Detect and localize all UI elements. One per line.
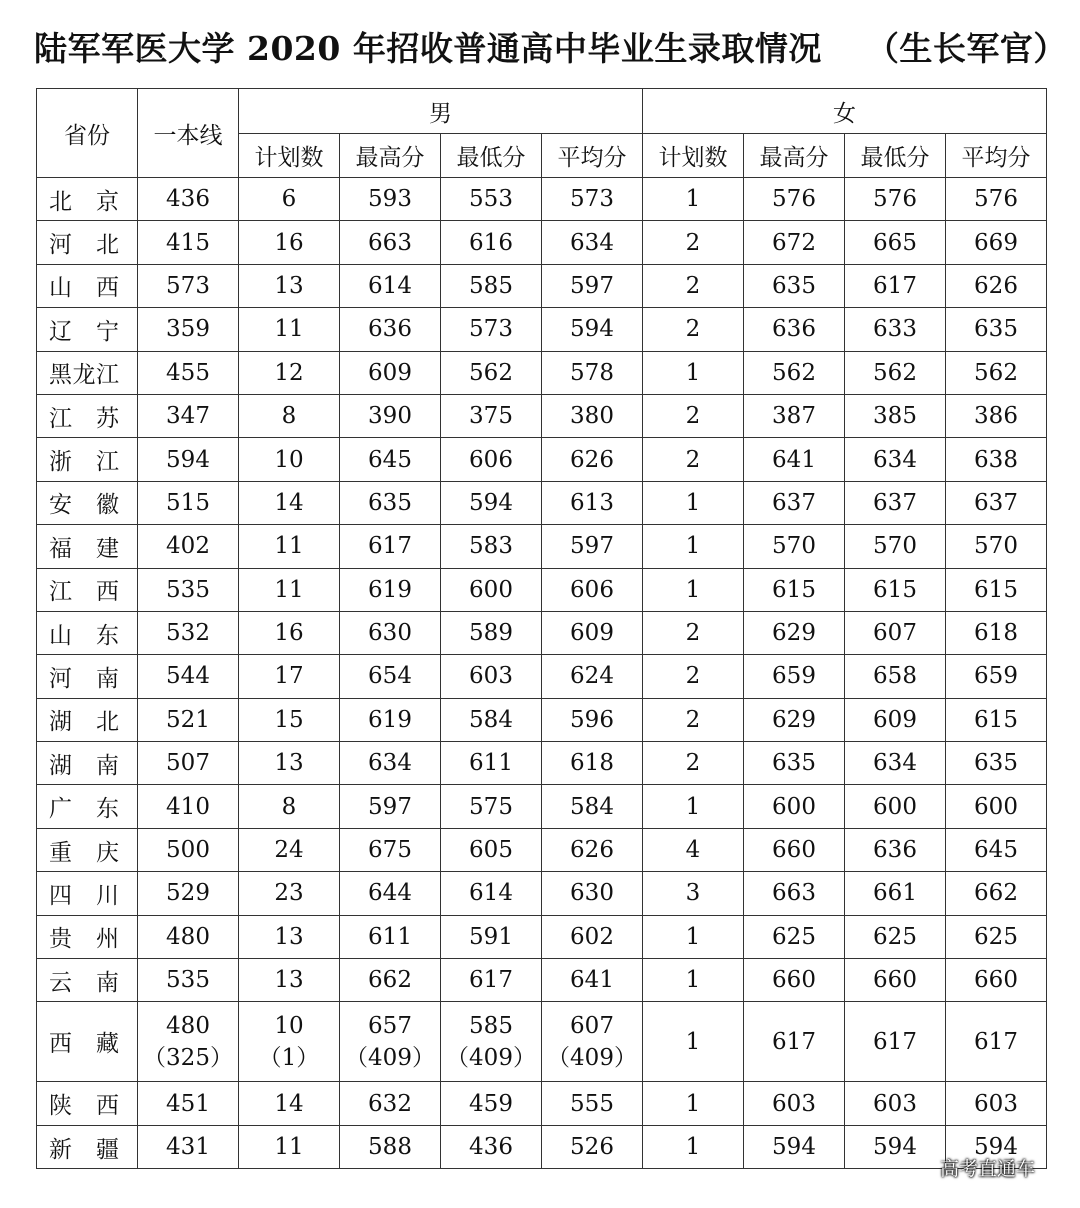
cell-male-min: 617 — [441, 959, 542, 1002]
cell-male-plan — [239, 1002, 340, 1082]
cell-female-plan: 2 — [643, 264, 744, 307]
cell-male-avg: 609 — [542, 611, 643, 654]
header-cutoff: 一本线 — [138, 89, 239, 178]
cell-cutoff: 431 — [138, 1125, 239, 1168]
cell-male-plan: 13 — [239, 742, 340, 785]
cell-male-avg: 380 — [542, 394, 643, 437]
table-row — [37, 915, 1047, 958]
table-row — [37, 1082, 1047, 1125]
cell-female-min: 633 — [845, 308, 946, 351]
cell-province: 黑龙江 — [37, 351, 138, 394]
header-female: 女 — [643, 89, 1047, 134]
cell-male-avg — [542, 1002, 643, 1082]
cell-value-sub: （409） — [547, 1044, 637, 1071]
cell-male-max: 634 — [340, 742, 441, 785]
cell-male-max: 597 — [340, 785, 441, 828]
cell-female-min: 385 — [845, 394, 946, 437]
cell-cutoff: 415 — [138, 221, 239, 264]
cell-male-min: 605 — [441, 828, 542, 871]
cell-value: 657 — [368, 1012, 412, 1039]
cell-male-min: 459 — [441, 1082, 542, 1125]
cell-province: 重 庆 — [37, 828, 138, 871]
cell-male-min: 611 — [441, 742, 542, 785]
cell-province: 辽 宁 — [37, 308, 138, 351]
cell-male-max: 390 — [340, 394, 441, 437]
table-row — [37, 525, 1047, 568]
cell-female-max: 663 — [744, 872, 845, 915]
cell-male-min: 616 — [441, 221, 542, 264]
cell-cutoff: 455 — [138, 351, 239, 394]
cell-province: 贵 州 — [37, 915, 138, 958]
cell-cutoff: 515 — [138, 481, 239, 524]
cell-female-avg: 600 — [946, 785, 1047, 828]
title-main: 陆军军医大学 2020 年招收普通高中毕业生录取情况 — [34, 28, 822, 68]
cell-male-plan: 6 — [239, 178, 340, 221]
cell-female-avg: 603 — [946, 1082, 1047, 1125]
cell-cutoff: 521 — [138, 698, 239, 741]
cell-female-min: 661 — [845, 872, 946, 915]
cell-male-max — [340, 1002, 441, 1082]
cell-male-avg: 573 — [542, 178, 643, 221]
cell-female-plan: 1 — [643, 1002, 744, 1082]
cell-male-plan: 8 — [239, 785, 340, 828]
cell-female-plan: 1 — [643, 481, 744, 524]
cell-male-plan: 11 — [239, 525, 340, 568]
cell-female-plan: 1 — [643, 568, 744, 611]
cell-male-plan: 11 — [239, 1125, 340, 1168]
table-body — [37, 178, 1047, 1169]
cell-male-max: 617 — [340, 525, 441, 568]
cell-female-min: 617 — [845, 264, 946, 307]
cell-male-min: 603 — [441, 655, 542, 698]
cell-female-min: 603 — [845, 1082, 946, 1125]
cell-cutoff: 594 — [138, 438, 239, 481]
cell-female-max: 617 — [744, 1002, 845, 1082]
cell-value-sub: （409） — [446, 1044, 536, 1071]
cell-male-min: 562 — [441, 351, 542, 394]
cell-male-max: 662 — [340, 959, 441, 1002]
cell-male-avg: 618 — [542, 742, 643, 785]
cell-female-max: 625 — [744, 915, 845, 958]
table-row — [37, 394, 1047, 437]
cell-value-sub: （325） — [143, 1044, 233, 1071]
cell-female-min: 570 — [845, 525, 946, 568]
cell-female-avg: 626 — [946, 264, 1047, 307]
cell-province: 四 川 — [37, 872, 138, 915]
cell-cutoff: 347 — [138, 394, 239, 437]
cell-female-max: 672 — [744, 221, 845, 264]
cell-male-avg: 634 — [542, 221, 643, 264]
cell-female-min: 660 — [845, 959, 946, 1002]
cell-male-plan: 12 — [239, 351, 340, 394]
cell-male-plan: 10 — [239, 438, 340, 481]
cell-cutoff: 451 — [138, 1082, 239, 1125]
cell-province: 河 南 — [37, 655, 138, 698]
cell-male-plan: 16 — [239, 221, 340, 264]
table-row — [37, 264, 1047, 307]
cell-male-max: 630 — [340, 611, 441, 654]
cell-province: 云 南 — [37, 959, 138, 1002]
cell-female-min: 594 — [845, 1125, 946, 1168]
cell-province: 山 东 — [37, 611, 138, 654]
header-male: 男 — [239, 89, 643, 134]
cell-female-avg: 660 — [946, 959, 1047, 1002]
cell-male-avg: 606 — [542, 568, 643, 611]
cell-male-max: 609 — [340, 351, 441, 394]
cell-male-plan: 13 — [239, 915, 340, 958]
cell-male-avg: 596 — [542, 698, 643, 741]
cell-female-avg: 615 — [946, 698, 1047, 741]
table-row — [37, 742, 1047, 785]
cell-female-max: 629 — [744, 611, 845, 654]
table-row — [37, 872, 1047, 915]
cell-female-avg: 638 — [946, 438, 1047, 481]
cell-female-max: 576 — [744, 178, 845, 221]
cell-female-plan: 2 — [643, 394, 744, 437]
cell-male-min: 584 — [441, 698, 542, 741]
cell-male-min: 589 — [441, 611, 542, 654]
cell-female-min: 634 — [845, 438, 946, 481]
table-row — [37, 221, 1047, 264]
cell-female-plan: 2 — [643, 438, 744, 481]
cell-female-avg: 637 — [946, 481, 1047, 524]
table-row — [37, 698, 1047, 741]
cell-cutoff: 507 — [138, 742, 239, 785]
cell-male-min: 375 — [441, 394, 542, 437]
cell-female-plan: 1 — [643, 1082, 744, 1125]
cell-male-plan: 17 — [239, 655, 340, 698]
table-row — [37, 785, 1047, 828]
table-row — [37, 959, 1047, 1002]
cell-male-min — [441, 1002, 542, 1082]
cell-female-max: 660 — [744, 828, 845, 871]
cell-female-max: 600 — [744, 785, 845, 828]
cell-province: 陕 西 — [37, 1082, 138, 1125]
cell-female-avg: 386 — [946, 394, 1047, 437]
cell-province: 江 西 — [37, 568, 138, 611]
cell-female-plan: 1 — [643, 785, 744, 828]
table-row — [37, 308, 1047, 351]
cell-female-avg: 669 — [946, 221, 1047, 264]
cell-male-min: 606 — [441, 438, 542, 481]
table-row — [37, 655, 1047, 698]
cell-female-plan: 3 — [643, 872, 744, 915]
cell-male-max: 619 — [340, 698, 441, 741]
cell-female-min: 609 — [845, 698, 946, 741]
title-sub: （生长军官） — [865, 28, 1067, 68]
cell-male-plan: 23 — [239, 872, 340, 915]
cell-female-plan: 1 — [643, 351, 744, 394]
cell-male-min: 585 — [441, 264, 542, 307]
cell-province: 湖 南 — [37, 742, 138, 785]
cell-female-max: 562 — [744, 351, 845, 394]
cell-female-min: 607 — [845, 611, 946, 654]
cell-female-avg: 662 — [946, 872, 1047, 915]
cell-province: 福 建 — [37, 525, 138, 568]
cell-female-avg: 562 — [946, 351, 1047, 394]
header-male-min: 最低分 — [441, 134, 542, 178]
header-male-avg: 平均分 — [542, 134, 643, 178]
cell-cutoff: 480 — [138, 915, 239, 958]
cell-female-plan: 2 — [643, 698, 744, 741]
cell-female-avg: 645 — [946, 828, 1047, 871]
header-row-1 — [37, 89, 1047, 134]
cell-cutoff: 410 — [138, 785, 239, 828]
cell-value-sub: （1） — [258, 1044, 320, 1071]
cell-female-avg: 635 — [946, 308, 1047, 351]
cell-male-avg: 597 — [542, 525, 643, 568]
cell-male-avg: 594 — [542, 308, 643, 351]
cell-male-avg: 624 — [542, 655, 643, 698]
cell-female-plan: 2 — [643, 655, 744, 698]
cell-cutoff — [138, 1002, 239, 1082]
cell-male-max: 619 — [340, 568, 441, 611]
cell-female-min: 617 — [845, 1002, 946, 1082]
cell-female-max: 387 — [744, 394, 845, 437]
cell-male-avg: 613 — [542, 481, 643, 524]
table-row — [37, 1125, 1047, 1168]
cell-female-plan: 2 — [643, 742, 744, 785]
cell-male-avg: 584 — [542, 785, 643, 828]
cell-male-max: 636 — [340, 308, 441, 351]
cell-male-min: 573 — [441, 308, 542, 351]
cell-male-max: 614 — [340, 264, 441, 307]
cell-female-avg: 576 — [946, 178, 1047, 221]
cell-male-plan: 14 — [239, 1082, 340, 1125]
cell-female-min: 634 — [845, 742, 946, 785]
cell-female-plan: 1 — [643, 1125, 744, 1168]
cell-cutoff: 532 — [138, 611, 239, 654]
cell-female-avg: 618 — [946, 611, 1047, 654]
cell-male-avg: 578 — [542, 351, 643, 394]
cell-female-min: 658 — [845, 655, 946, 698]
cell-male-avg: 630 — [542, 872, 643, 915]
cell-cutoff: 573 — [138, 264, 239, 307]
cell-male-plan: 14 — [239, 481, 340, 524]
cell-female-min: 665 — [845, 221, 946, 264]
cell-female-plan: 1 — [643, 959, 744, 1002]
cell-female-plan: 2 — [643, 308, 744, 351]
table-row — [37, 828, 1047, 871]
cell-male-avg: 555 — [542, 1082, 643, 1125]
table-row — [37, 481, 1047, 524]
cell-female-max: 635 — [744, 264, 845, 307]
cell-value: 480 — [166, 1012, 210, 1039]
cell-male-max: 654 — [340, 655, 441, 698]
cell-female-max: 637 — [744, 481, 845, 524]
header-female-min: 最低分 — [845, 134, 946, 178]
cell-province: 河 北 — [37, 221, 138, 264]
cell-value: 607 — [570, 1012, 614, 1039]
page-title — [34, 18, 1067, 74]
cell-female-avg: 635 — [946, 742, 1047, 785]
cell-female-min: 615 — [845, 568, 946, 611]
cell-female-min: 636 — [845, 828, 946, 871]
cell-male-plan: 11 — [239, 308, 340, 351]
cell-female-avg: 625 — [946, 915, 1047, 958]
cell-female-avg: 617 — [946, 1002, 1047, 1082]
table-row — [37, 178, 1047, 221]
cell-value: 585 — [469, 1012, 513, 1039]
cell-male-min: 583 — [441, 525, 542, 568]
cell-female-min: 625 — [845, 915, 946, 958]
admission-table — [36, 88, 1047, 1169]
cell-female-max: 594 — [744, 1125, 845, 1168]
cell-female-avg: 570 — [946, 525, 1047, 568]
cell-province: 广 东 — [37, 785, 138, 828]
cell-value: 10 — [274, 1012, 304, 1039]
cell-cutoff: 402 — [138, 525, 239, 568]
cell-cutoff: 544 — [138, 655, 239, 698]
table-row — [37, 351, 1047, 394]
cell-female-max: 603 — [744, 1082, 845, 1125]
cell-female-avg: 594 — [946, 1125, 1047, 1168]
cell-male-plan: 13 — [239, 959, 340, 1002]
cell-province: 山 西 — [37, 264, 138, 307]
header-female-avg: 平均分 — [946, 134, 1047, 178]
cell-male-max: 675 — [340, 828, 441, 871]
cell-province: 湖 北 — [37, 698, 138, 741]
cell-cutoff: 535 — [138, 568, 239, 611]
table-row — [37, 568, 1047, 611]
cell-male-min: 594 — [441, 481, 542, 524]
cell-male-max: 635 — [340, 481, 441, 524]
cell-value-sub: （409） — [345, 1044, 435, 1071]
cell-male-plan: 8 — [239, 394, 340, 437]
cell-male-min: 600 — [441, 568, 542, 611]
cell-male-max: 611 — [340, 915, 441, 958]
cell-cutoff: 436 — [138, 178, 239, 221]
cell-female-avg: 615 — [946, 568, 1047, 611]
header-female-max: 最高分 — [744, 134, 845, 178]
cell-female-avg: 659 — [946, 655, 1047, 698]
cell-cutoff: 359 — [138, 308, 239, 351]
cell-female-min: 576 — [845, 178, 946, 221]
cell-male-max: 632 — [340, 1082, 441, 1125]
watermark: 高考直通车 — [940, 1158, 1036, 1180]
cell-cutoff: 535 — [138, 959, 239, 1002]
cell-female-min: 562 — [845, 351, 946, 394]
cell-male-max: 588 — [340, 1125, 441, 1168]
cell-cutoff: 529 — [138, 872, 239, 915]
cell-female-plan: 4 — [643, 828, 744, 871]
cell-female-max: 570 — [744, 525, 845, 568]
cell-female-plan: 1 — [643, 178, 744, 221]
cell-female-max: 629 — [744, 698, 845, 741]
cell-male-max: 593 — [340, 178, 441, 221]
cell-male-max: 644 — [340, 872, 441, 915]
cell-male-min: 436 — [441, 1125, 542, 1168]
cell-province: 浙 江 — [37, 438, 138, 481]
cell-province: 新 疆 — [37, 1125, 138, 1168]
cell-female-max: 660 — [744, 959, 845, 1002]
cell-male-plan: 11 — [239, 568, 340, 611]
header-female-plan: 计划数 — [643, 134, 744, 178]
cell-male-min: 553 — [441, 178, 542, 221]
cell-male-avg: 626 — [542, 828, 643, 871]
cell-province: 安 徽 — [37, 481, 138, 524]
cell-male-plan: 16 — [239, 611, 340, 654]
table-row-tibet — [37, 1002, 1047, 1082]
cell-male-min: 614 — [441, 872, 542, 915]
cell-province: 北 京 — [37, 178, 138, 221]
cell-female-plan: 2 — [643, 221, 744, 264]
cell-female-max: 641 — [744, 438, 845, 481]
cell-female-max: 635 — [744, 742, 845, 785]
cell-female-max: 615 — [744, 568, 845, 611]
table-row — [37, 438, 1047, 481]
cell-province: 西 藏 — [37, 1002, 138, 1082]
cell-cutoff: 500 — [138, 828, 239, 871]
cell-female-min: 600 — [845, 785, 946, 828]
cell-female-max: 636 — [744, 308, 845, 351]
cell-male-avg: 597 — [542, 264, 643, 307]
cell-female-plan: 2 — [643, 611, 744, 654]
cell-male-min: 591 — [441, 915, 542, 958]
cell-male-min: 575 — [441, 785, 542, 828]
cell-male-max: 663 — [340, 221, 441, 264]
cell-female-max: 659 — [744, 655, 845, 698]
cell-male-plan: 13 — [239, 264, 340, 307]
cell-female-plan: 1 — [643, 525, 744, 568]
cell-male-avg: 641 — [542, 959, 643, 1002]
cell-male-plan: 24 — [239, 828, 340, 871]
header-province: 省份 — [37, 89, 138, 178]
cell-male-avg: 526 — [542, 1125, 643, 1168]
cell-male-max: 645 — [340, 438, 441, 481]
header-male-plan: 计划数 — [239, 134, 340, 178]
table-row — [37, 611, 1047, 654]
cell-female-min: 637 — [845, 481, 946, 524]
cell-male-avg: 602 — [542, 915, 643, 958]
cell-female-plan: 1 — [643, 915, 744, 958]
cell-male-avg: 626 — [542, 438, 643, 481]
cell-male-plan: 15 — [239, 698, 340, 741]
header-male-max: 最高分 — [340, 134, 441, 178]
cell-province: 江 苏 — [37, 394, 138, 437]
